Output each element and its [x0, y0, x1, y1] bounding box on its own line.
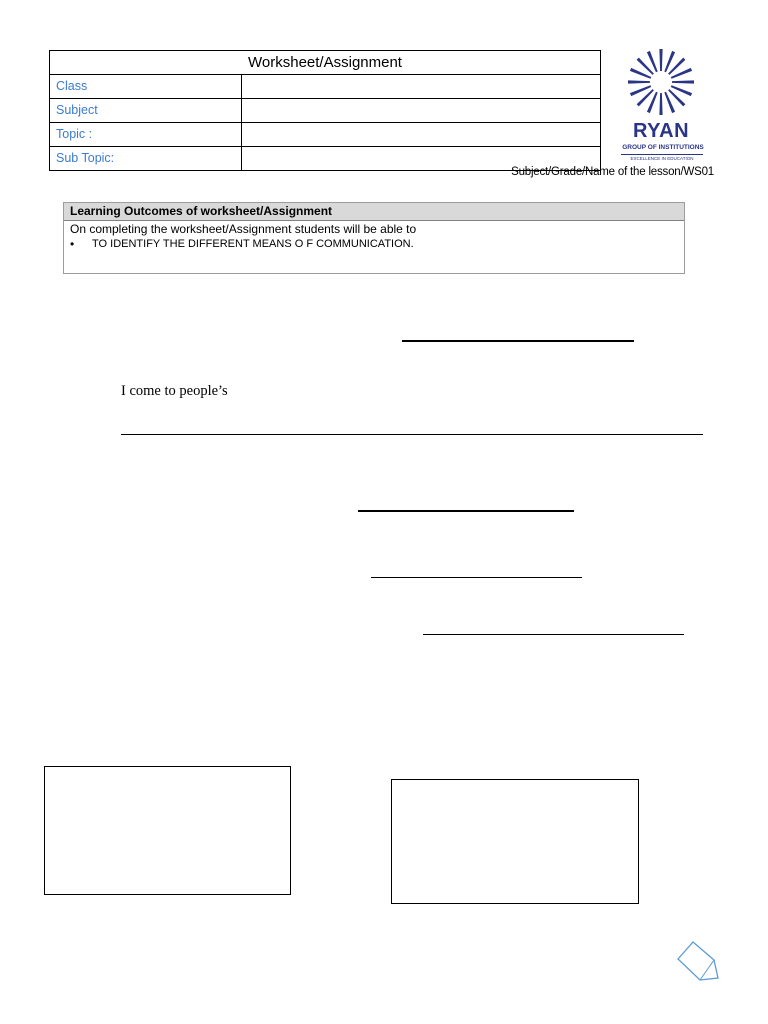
worksheet-header-table [49, 50, 601, 171]
blank-line[interactable] [358, 510, 574, 512]
logo-brand-name: RYAN [632, 120, 690, 142]
learning-outcome-item [64, 237, 684, 252]
sunburst-icon [613, 46, 709, 120]
logo-subtitle: GROUP OF INSTITUTIONS [622, 144, 704, 151]
subject-field[interactable] [242, 99, 600, 122]
header-label-subtopic: Sub Topic: [50, 147, 242, 170]
lesson-reference: Subject/Grade/Name of the lesson/WS01 [511, 166, 714, 178]
answer-line[interactable] [121, 434, 703, 435]
class-field[interactable] [242, 75, 600, 98]
bullet-icon: • [70, 237, 75, 251]
logo-tagline: EXCELLENCE IN EDUCATION [630, 156, 694, 161]
logo-ray [659, 93, 662, 115]
header-row-class [50, 75, 600, 99]
logo-ray [659, 49, 662, 71]
header-label-subject: Subject [50, 99, 242, 122]
logo-divider [621, 154, 703, 155]
ryan-logo [613, 46, 713, 166]
worksheet-title: Worksheet/Assignment [50, 51, 600, 75]
topic-field[interactable] [242, 123, 600, 146]
logo-ray [672, 80, 694, 83]
learning-outcomes-intro: On completing the worksheet/Assignment students will be able to [70, 222, 417, 236]
header-row-subject [50, 99, 600, 123]
pencil-icon[interactable] [676, 938, 720, 984]
drawing-box[interactable] [44, 766, 291, 895]
blank-line[interactable] [371, 577, 582, 578]
logo-ray [628, 80, 650, 83]
header-label-topic: Topic : [50, 123, 242, 146]
blank-line[interactable] [423, 634, 684, 635]
learning-outcomes-heading: Learning Outcomes of worksheet/Assignment [64, 203, 684, 221]
learning-outcome-text: TO IDENTIFY THE DIFFERENT MEANS O F COMMUNICATION. [92, 238, 414, 250]
drawing-box[interactable] [391, 779, 639, 904]
header-label-class: Class [50, 75, 242, 98]
header-row-topic [50, 123, 600, 147]
learning-outcomes-box [63, 202, 685, 274]
riddle-text: I come to people’s [121, 383, 228, 399]
title-blank-line[interactable] [402, 340, 634, 342]
